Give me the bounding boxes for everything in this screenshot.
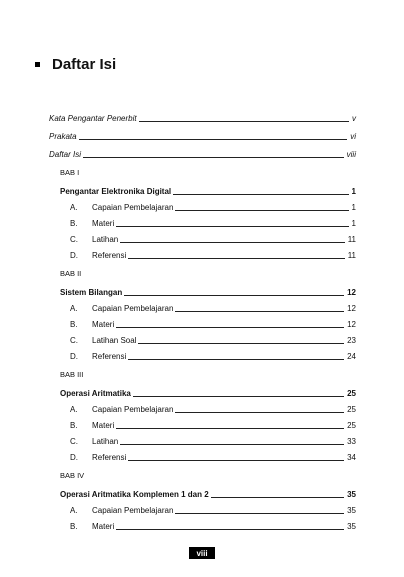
toc-entry-title: Kata Pengantar Penerbit	[49, 114, 137, 123]
chapter-page: 12	[347, 288, 356, 297]
toc-subentry[interactable]	[70, 302, 356, 315]
leader-line	[79, 139, 348, 140]
subentry-letter: D.	[70, 251, 78, 260]
leader-line	[116, 428, 344, 429]
leader-line	[116, 226, 348, 227]
toc-subentry[interactable]	[70, 504, 356, 517]
subentry-letter: A.	[70, 304, 78, 313]
subentry-letter: C.	[70, 336, 78, 345]
subentry-page: 35	[347, 506, 356, 515]
chapter-title: Operasi Aritmatika Komplemen 1 dan 2	[60, 490, 209, 499]
leader-line	[139, 121, 349, 122]
subentry-letter: B.	[70, 320, 78, 329]
toc-chapter-entry[interactable]	[60, 387, 356, 400]
leader-line	[124, 295, 344, 296]
subentry-title: Capaian Pembelajaran	[92, 405, 174, 414]
chapter-title: Sistem Bilangan	[60, 288, 123, 297]
chapter-title: Operasi Aritmatika	[60, 389, 131, 398]
leader-line	[175, 210, 348, 211]
toc-entry-daftar-isi[interactable]	[49, 148, 356, 161]
subentry-letter: C.	[70, 235, 78, 244]
table-of-contents	[49, 112, 356, 533]
subentry-title: Capaian Pembelajaran	[92, 506, 174, 515]
subentry-title: Materi	[92, 320, 115, 329]
subentry-letter: D.	[70, 352, 78, 361]
leader-line	[175, 513, 344, 514]
chapter-page: 35	[347, 490, 356, 499]
leader-line	[175, 412, 344, 413]
toc-subentry[interactable]	[70, 451, 356, 464]
heading-text: Daftar Isi	[52, 56, 117, 73]
chapter-title: Pengantar Elektronika Digital	[60, 187, 172, 196]
toc-entry-page: v	[352, 114, 356, 123]
chapter-page: 1	[351, 187, 356, 196]
toc-subentry[interactable]	[70, 249, 356, 262]
subentry-page: 11	[347, 235, 356, 244]
chapter-label: BAB II	[60, 269, 82, 278]
subentry-title: Materi	[92, 522, 115, 531]
leader-line	[211, 497, 344, 498]
subentry-page: 24	[347, 352, 356, 361]
chapter-label: BAB III	[60, 370, 84, 379]
toc-entry-page: vi	[350, 132, 356, 141]
subentry-page: 1	[351, 219, 356, 228]
subentry-page: 34	[347, 453, 356, 462]
subentry-title: Referensi	[92, 251, 127, 260]
leader-line	[128, 258, 344, 259]
subentry-letter: C.	[70, 437, 78, 446]
toc-entry-kata-pengantar[interactable]	[49, 112, 356, 125]
toc-subentry[interactable]	[70, 334, 356, 347]
toc-chapter-entry[interactable]	[60, 286, 356, 299]
toc-subentry[interactable]	[70, 435, 356, 448]
page-heading	[35, 56, 116, 73]
toc-subentry[interactable]	[70, 520, 356, 533]
subentry-page: 1	[351, 203, 356, 212]
subentry-title: Capaian Pembelajaran	[92, 304, 174, 313]
subentry-title: Latihan	[92, 437, 119, 446]
leader-line	[173, 194, 348, 195]
leader-line	[128, 460, 344, 461]
leader-line	[83, 157, 344, 158]
subentry-title: Latihan Soal	[92, 336, 137, 345]
leader-line	[116, 529, 344, 530]
subentry-page: 25	[347, 405, 356, 414]
toc-chapter-entry[interactable]	[60, 185, 356, 198]
toc-chapter-entry[interactable]	[60, 488, 356, 501]
toc-subentry[interactable]	[70, 233, 356, 246]
subentry-letter: B.	[70, 522, 78, 531]
subentry-title: Referensi	[92, 352, 127, 361]
toc-subentry[interactable]	[70, 201, 356, 214]
subentry-letter: A.	[70, 203, 78, 212]
toc-subentry[interactable]	[70, 419, 356, 432]
subentry-letter: A.	[70, 405, 78, 414]
leader-line	[138, 343, 344, 344]
subentry-title: Referensi	[92, 453, 127, 462]
toc-entry-page: viii	[346, 150, 356, 159]
subentry-letter: B.	[70, 219, 78, 228]
toc-subentry[interactable]	[70, 350, 356, 363]
toc-subentry[interactable]	[70, 318, 356, 331]
toc-entry-title: Prakata	[49, 132, 77, 141]
subentry-page: 12	[347, 320, 356, 329]
leader-line	[175, 311, 344, 312]
toc-entry-prakata[interactable]	[49, 130, 356, 143]
subentry-letter: B.	[70, 421, 78, 430]
subentry-page: 11	[347, 251, 356, 260]
page-number: viii	[189, 547, 215, 559]
subentry-page: 23	[347, 336, 356, 345]
subentry-letter: A.	[70, 506, 78, 515]
subentry-page: 35	[347, 522, 356, 531]
subentry-page: 12	[347, 304, 356, 313]
chapter-page: 25	[347, 389, 356, 398]
subentry-page: 33	[347, 437, 356, 446]
subentry-page: 25	[347, 421, 356, 430]
subentry-title: Materi	[92, 421, 115, 430]
toc-subentry[interactable]	[70, 403, 356, 416]
chapter-label: BAB IV	[60, 471, 85, 480]
leader-line	[128, 359, 344, 360]
toc-entry-title: Daftar Isi	[49, 150, 82, 159]
subentry-title: Materi	[92, 219, 115, 228]
subentry-letter: D.	[70, 453, 78, 462]
toc-subentry[interactable]	[70, 217, 356, 230]
leader-line	[116, 327, 344, 328]
leader-line	[120, 242, 344, 243]
square-bullet-icon	[35, 62, 40, 67]
subentry-title: Latihan	[92, 235, 119, 244]
leader-line	[120, 444, 344, 445]
subentry-title: Capaian Pembelajaran	[92, 203, 174, 212]
chapter-label: BAB I	[60, 168, 80, 177]
leader-line	[133, 396, 344, 397]
